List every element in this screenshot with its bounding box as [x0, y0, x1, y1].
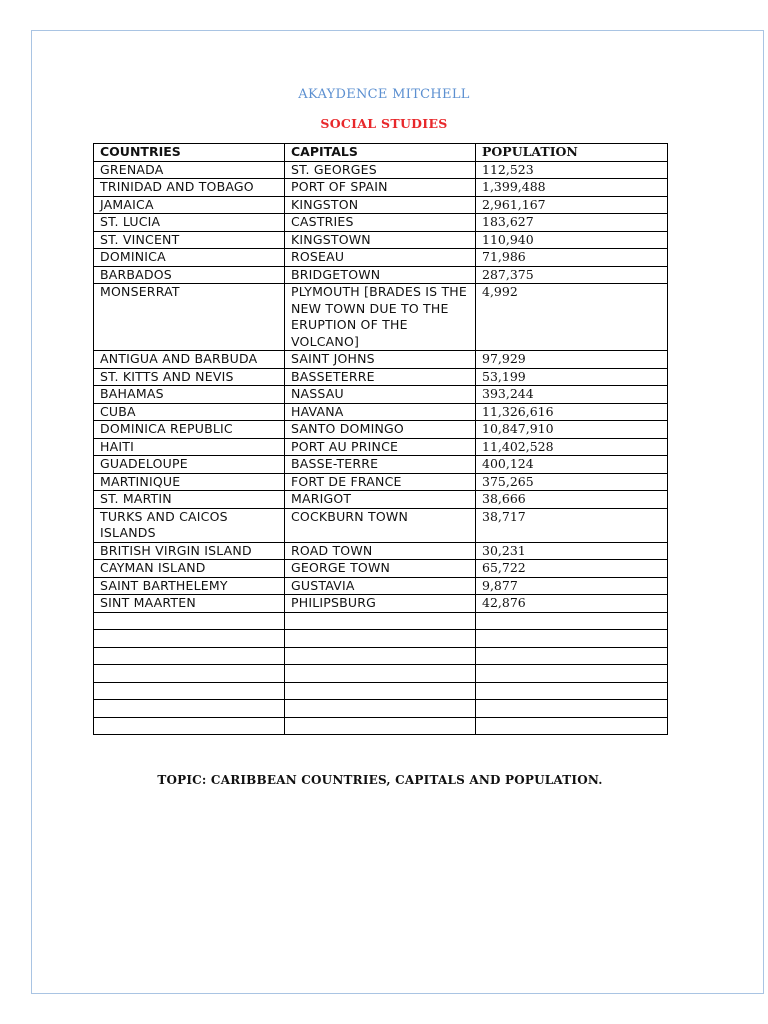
table-row	[94, 438, 668, 456]
table-header-row	[94, 144, 668, 162]
country-cell: BRITISH VIRGIN ISLAND	[94, 542, 285, 560]
empty-cell	[476, 630, 668, 648]
capital-cell: MARIGOT	[285, 491, 476, 509]
capital-cell: PORT OF SPAIN	[285, 179, 476, 197]
country-cell: CUBA	[94, 403, 285, 421]
empty-cell	[476, 612, 668, 630]
empty-cell	[94, 700, 285, 718]
capital-cell: PLYMOUTH [BRADES IS THE NEW TOWN DUE TO THE ERUPTION OF THE VOLCANO]	[285, 284, 476, 351]
empty-cell	[476, 717, 668, 735]
table-row	[94, 421, 668, 439]
empty-table-row	[94, 717, 668, 735]
population-cell: 65,722	[476, 560, 668, 578]
population-cell: 38,666	[476, 491, 668, 509]
table-row	[94, 403, 668, 421]
subject-title: SOCIAL STUDIES	[320, 116, 448, 131]
empty-table-row	[94, 612, 668, 630]
table-row	[94, 456, 668, 474]
empty-table-row	[94, 647, 668, 665]
table-row	[94, 491, 668, 509]
country-cell: TRINIDAD AND TOBAGO	[94, 179, 285, 197]
table-row	[94, 179, 668, 197]
country-cell: ANTIGUA AND BARBUDA	[94, 351, 285, 369]
empty-table-row	[94, 700, 668, 718]
table-row	[94, 577, 668, 595]
country-cell: DOMINICA	[94, 249, 285, 267]
empty-cell	[285, 647, 476, 665]
capital-cell: BRIDGETOWN	[285, 266, 476, 284]
population-cell: 400,124	[476, 456, 668, 474]
author-name: AKAYDENCE MITCHELL	[298, 87, 470, 102]
header-population: POPULATION	[476, 144, 668, 162]
country-cell: ST. VINCENT	[94, 231, 285, 249]
table-row	[94, 284, 668, 351]
population-cell: 42,876	[476, 595, 668, 613]
empty-cell	[476, 682, 668, 700]
population-cell: 71,986	[476, 249, 668, 267]
table-body	[94, 161, 668, 735]
population-cell: 11,326,616	[476, 403, 668, 421]
header-capitals: CAPITALS	[285, 144, 476, 162]
table-row	[94, 560, 668, 578]
countries-table	[93, 143, 668, 735]
population-cell: 183,627	[476, 214, 668, 232]
population-cell: 2,961,167	[476, 196, 668, 214]
capital-cell: ROAD TOWN	[285, 542, 476, 560]
table-row	[94, 351, 668, 369]
country-cell: JAMAICA	[94, 196, 285, 214]
country-cell: ST. MARTIN	[94, 491, 285, 509]
capital-cell: NASSAU	[285, 386, 476, 404]
country-cell: BAHAMAS	[94, 386, 285, 404]
population-cell: 11,402,528	[476, 438, 668, 456]
country-cell: MONSERRAT	[94, 284, 285, 351]
empty-cell	[94, 717, 285, 735]
population-cell: 38,717	[476, 508, 668, 542]
capital-cell: SANTO DOMINGO	[285, 421, 476, 439]
capital-cell: BASSE-TERRE	[285, 456, 476, 474]
header-countries: COUNTRIES	[94, 144, 285, 162]
empty-cell	[94, 647, 285, 665]
table-row	[94, 542, 668, 560]
empty-cell	[285, 717, 476, 735]
empty-table-row	[94, 630, 668, 648]
capital-cell: KINGSTOWN	[285, 231, 476, 249]
table-row	[94, 266, 668, 284]
capital-cell: BASSETERRE	[285, 368, 476, 386]
population-cell: 110,940	[476, 231, 668, 249]
population-cell: 9,877	[476, 577, 668, 595]
capital-cell: GEORGE TOWN	[285, 560, 476, 578]
table-row	[94, 473, 668, 491]
table-row	[94, 196, 668, 214]
capital-cell: SAINT JOHNS	[285, 351, 476, 369]
capital-cell: FORT DE FRANCE	[285, 473, 476, 491]
capital-cell: PORT AU PRINCE	[285, 438, 476, 456]
population-cell: 53,199	[476, 368, 668, 386]
table-row	[94, 231, 668, 249]
table-row	[94, 386, 668, 404]
country-cell: CAYMAN ISLAND	[94, 560, 285, 578]
empty-cell	[285, 665, 476, 683]
empty-cell	[285, 700, 476, 718]
capital-cell: GUSTAVIA	[285, 577, 476, 595]
capital-cell: CASTRIES	[285, 214, 476, 232]
population-cell: 10,847,910	[476, 421, 668, 439]
empty-cell	[476, 700, 668, 718]
country-cell: ST. LUCIA	[94, 214, 285, 232]
country-cell: HAITI	[94, 438, 285, 456]
population-cell: 375,265	[476, 473, 668, 491]
capital-cell: COCKBURN TOWN	[285, 508, 476, 542]
empty-cell	[94, 630, 285, 648]
population-cell: 97,929	[476, 351, 668, 369]
country-cell: GRENADA	[94, 161, 285, 179]
table-row	[94, 368, 668, 386]
table-row	[94, 249, 668, 267]
table-row	[94, 595, 668, 613]
table-row	[94, 214, 668, 232]
population-cell: 393,244	[476, 386, 668, 404]
empty-cell	[285, 630, 476, 648]
empty-table-row	[94, 665, 668, 683]
empty-cell	[285, 612, 476, 630]
population-cell: 1,399,488	[476, 179, 668, 197]
empty-cell	[94, 612, 285, 630]
empty-cell	[285, 682, 476, 700]
capital-cell: ROSEAU	[285, 249, 476, 267]
country-cell: DOMINICA REPUBLIC	[94, 421, 285, 439]
table-row	[94, 161, 668, 179]
country-cell: SINT MAARTEN	[94, 595, 285, 613]
empty-table-row	[94, 682, 668, 700]
country-cell: BARBADOS	[94, 266, 285, 284]
country-cell: SAINT BARTHELEMY	[94, 577, 285, 595]
population-cell: 4,992	[476, 284, 668, 351]
capital-cell: ST. GEORGES	[285, 161, 476, 179]
capital-cell: PHILIPSBURG	[285, 595, 476, 613]
capital-cell: HAVANA	[285, 403, 476, 421]
population-cell: 112,523	[476, 161, 668, 179]
country-cell: GUADELOUPE	[94, 456, 285, 474]
population-cell: 287,375	[476, 266, 668, 284]
table-row	[94, 508, 668, 542]
empty-cell	[476, 647, 668, 665]
empty-cell	[94, 665, 285, 683]
country-cell: MARTINIQUE	[94, 473, 285, 491]
population-cell: 30,231	[476, 542, 668, 560]
country-cell: ST. KITTS AND NEVIS	[94, 368, 285, 386]
empty-cell	[94, 682, 285, 700]
country-cell: TURKS AND CAICOS ISLANDS	[94, 508, 285, 542]
topic-caption: TOPIC: CARIBBEAN COUNTRIES, CAPITALS AND POPULATION.	[157, 773, 603, 787]
capital-cell: KINGSTON	[285, 196, 476, 214]
empty-cell	[476, 665, 668, 683]
